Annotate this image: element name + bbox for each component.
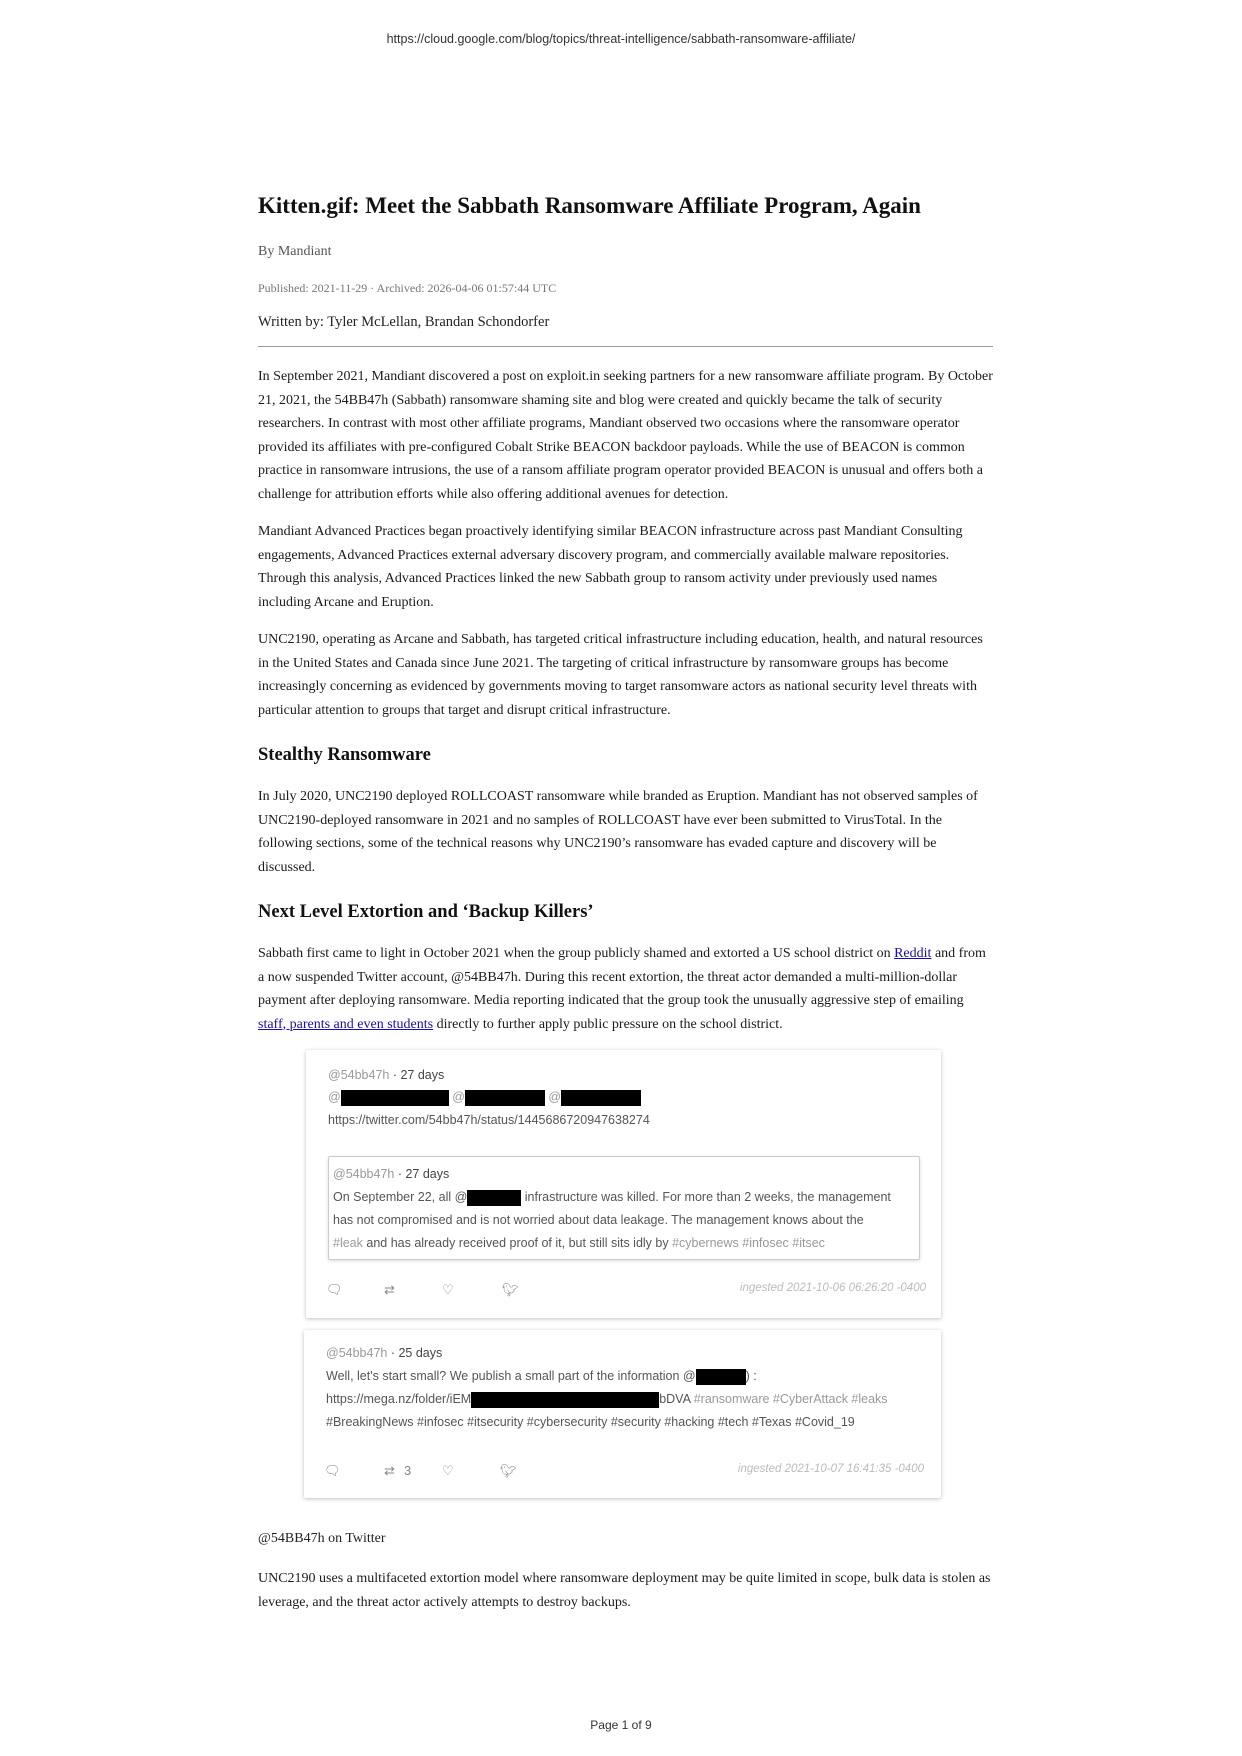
tweet-age: · 27 days	[389, 1068, 445, 1082]
tweet-card	[306, 1050, 941, 1318]
paragraph-3: UNC2190, operating as Arcane and Sabbath, has targeted critical infrastructure including education, health, and natural resources in the United States and Canada since June 2021. The targeting of critical infrastructure by ransomware groups has become increasingly concerning as evidenced by governments moving to target ransomware actors as national security level threats with particular attention to groups that target and disrupt critical infrastructure.	[258, 632, 983, 718]
quoted-text-b: infrastructure was killed. For more than 2 weeks, the management	[521, 1190, 891, 1204]
publish-dates: Published: 2021-11-29 · Archived: 2026-04-06 01:57:44 UTC	[258, 281, 557, 295]
tweet-header	[328, 1066, 444, 1084]
redaction-bar	[341, 1090, 449, 1106]
reply-icon[interactable]: 🗨︎	[324, 1463, 341, 1478]
retweet-icon[interactable]: ⇄	[384, 1282, 395, 1297]
tweet-screenshots	[258, 1050, 993, 1515]
byline: By Mandiant	[258, 244, 332, 259]
redaction-bar	[471, 1392, 659, 1408]
quoted-tweet-header	[333, 1165, 449, 1183]
page-number: Page 1 of 9	[590, 1718, 652, 1732]
tweet-handle: @54bb47h	[328, 1068, 390, 1082]
tweet-actions	[326, 1282, 926, 1300]
paragraph-5-text-b: and from a now suspended Twitter account, @54BB47h. During this recent extortion, the threat actor demanded a multi-million-dollar payment after deploying ransomware. Media reporting indicated that the group took the unusually aggressive step of emailing	[258, 946, 986, 1008]
retweet-icon[interactable]: ⇄	[384, 1463, 395, 1478]
quoted-text-a: On September 22, all @	[333, 1190, 468, 1204]
tweet-line-2	[326, 1390, 888, 1408]
tweet-handle: @54bb47h	[326, 1346, 388, 1360]
redaction-bar	[465, 1090, 545, 1106]
article-title: Kitten.gif: Meet the Sabbath Ransomware Affiliate Program, Again	[258, 193, 921, 218]
paragraph-4: In July 2020, UNC2190 deployed ROLLCOAST ransomware while branded as Eruption. Mandiant has not observed samples of UNC2190-deployed ransomware in 2021 and no samples of ROLLCOAST have ever been submitted to VirusTotal. In the following sections, some of the technical reasons why UNC2190’s ransomware has evaded capture and discovery will be discussed.	[258, 789, 978, 875]
paragraph-5	[258, 942, 993, 1036]
tweet-header	[326, 1344, 442, 1362]
reply-icon[interactable]: 🗨︎	[326, 1282, 343, 1297]
authors: Written by: Tyler McLellan, Brandan Schondorfer	[258, 314, 550, 330]
hashtags: #cybernews #infosec #itsec	[672, 1236, 825, 1250]
mega-link-end: bDVA	[659, 1392, 691, 1406]
hashtags: #ransomware #CyberAttack #leaks	[690, 1392, 888, 1406]
tweet-mentions	[328, 1088, 641, 1106]
tweet-card	[304, 1330, 941, 1498]
divider	[258, 346, 993, 347]
redaction-bar	[561, 1090, 641, 1106]
paragraph-6: UNC2190 uses a multifaceted extortion model where ransomware deployment may be quite limited in scope, bulk data is stolen as leverage, and the threat actor actively attempts to destroy backups.	[258, 1571, 991, 1610]
paragraph-1: In September 2021, Mandiant discovered a post on exploit.in seeking partners for a new ransomware affiliate program. By October 21, 2021, the 54BB47h (Sabbath) ransomware shaming site and blog were created and quickly became the talk of security researchers. In contrast with most other affiliate programs, Mandiant observed two occasions where the ransomware operator provided its affiliates with pre-configured Cobalt Strike BEACON backdoor payloads. While the use of BEACON is common practice in ransomware intrusions, the use of a ransom affiliate program operator provided BEACON is unusual and offers both a challenge for attribution efforts while also offering additional avenues for detection.	[258, 369, 993, 502]
paragraph-5-text-c: directly to further apply public pressure on the school district.	[433, 1016, 783, 1032]
tweet-link: https://twitter.com/54bb47h/status/1445686720947638274	[328, 1113, 650, 1127]
tweet-line-1	[326, 1367, 757, 1385]
figure-caption: @54BB47h on Twitter	[258, 1531, 386, 1546]
mention-at: @	[452, 1090, 465, 1104]
twitter-bird-icon[interactable]: 🐦︎	[500, 1463, 517, 1478]
retweet-count: 3	[404, 1463, 412, 1478]
tweet-text-b: ) :	[745, 1369, 757, 1383]
like-icon[interactable]: ♡	[442, 1463, 454, 1478]
quoted-tweet-line-2: has not compromised and is not worried about data leakage. The management knows about the	[333, 1213, 864, 1227]
mega-link-start: https://mega.nz/folder/iEM	[326, 1392, 472, 1406]
article	[258, 190, 993, 1628]
redaction-bar	[467, 1190, 521, 1206]
ingested-timestamp: ingested 2021-10-06 06:26:20 -0400	[739, 1282, 926, 1294]
tweet-age: · 27 days	[394, 1167, 450, 1181]
staff-parents-students-link[interactable]: staff, parents and even students	[258, 1016, 434, 1032]
quoted-tweet-line-1	[333, 1188, 891, 1206]
quoted-tweet-line-3	[333, 1234, 825, 1252]
tweet-age: · 25 days	[387, 1346, 443, 1360]
tweet-handle: @54bb47h	[333, 1167, 395, 1181]
reddit-link[interactable]: Reddit	[894, 946, 932, 961]
ingested-timestamp: ingested 2021-10-07 16:41:35 -0400	[737, 1463, 924, 1475]
mention-at: @	[548, 1090, 562, 1104]
redaction-bar	[696, 1369, 746, 1385]
quoted-text-c: and has already received proof of it, but still sits idly by	[362, 1236, 673, 1250]
tweet-text-a: Well, let's start small? We publish a small part of the information @	[326, 1369, 696, 1383]
tweet-actions	[324, 1463, 924, 1481]
like-icon[interactable]: ♡	[442, 1282, 454, 1297]
twitter-bird-icon[interactable]: 🐦︎	[502, 1282, 519, 1297]
heading-stealthy-ransomware: Stealthy Ransomware	[258, 745, 431, 765]
paragraph-5-text-a: Sabbath first came to light in October 2021 when the group publicly shamed and extorted a US school district on	[258, 946, 895, 961]
paragraph-2: Mandiant Advanced Practices began proactively identifying similar BEACON infrastructure across past Mandiant Consulting engagements, Advanced Practices external adversary discovery program, and commercially available malware repositories. Through this analysis, Advanced Practices linked the new Sabbath group to ransom activity under previously used names including Arcane and Eruption.	[258, 524, 963, 610]
source-url: https://cloud.google.com/blog/topics/threat-intelligence/sabbath-ransomware-affiliate/	[386, 32, 856, 46]
mention-at: @	[328, 1090, 341, 1104]
hashtag: #leak	[333, 1236, 363, 1250]
heading-next-level-extortion: Next Level Extortion and ‘Backup Killers’	[258, 902, 594, 922]
quoted-tweet	[328, 1156, 920, 1260]
tweet-line-3: #BreakingNews #infosec #itsecurity #cybersecurity #security #hacking #tech #Texas #Covid_19	[326, 1415, 855, 1429]
